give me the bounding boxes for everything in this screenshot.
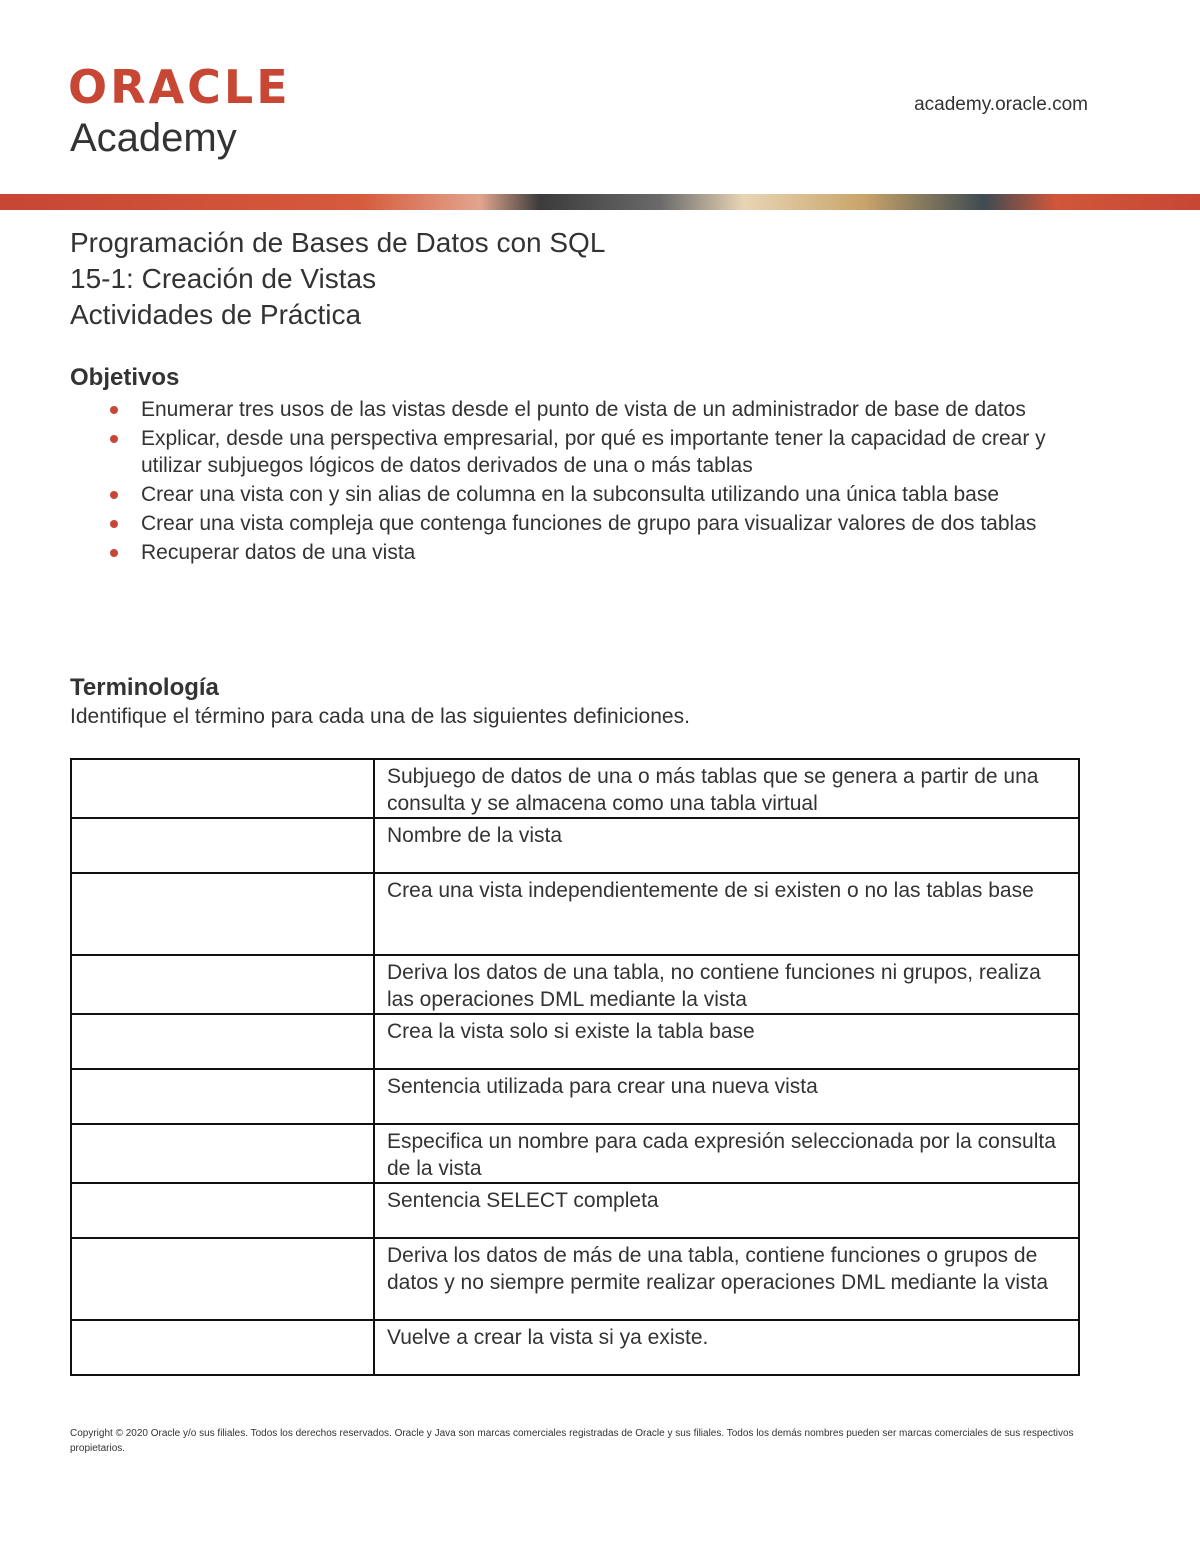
table-row bbox=[71, 1320, 1079, 1375]
definition-cell: Deriva los datos de una tabla, no contiene funciones ni grupos, realiza las operaciones DML mediante la vista bbox=[374, 955, 1079, 1014]
decorative-banner bbox=[0, 194, 1200, 210]
term-cell[interactable] bbox=[71, 1014, 374, 1069]
terminology-heading: Terminología bbox=[70, 674, 219, 701]
term-cell[interactable] bbox=[71, 1069, 374, 1124]
course-title: Programación de Bases de Datos con SQL bbox=[70, 227, 606, 258]
list-item bbox=[0, 539, 1100, 566]
bullet-icon bbox=[110, 549, 118, 557]
definition-cell: Nombre de la vista bbox=[374, 818, 1079, 873]
table-row bbox=[71, 818, 1079, 873]
table-row bbox=[71, 1124, 1079, 1183]
table-row bbox=[71, 1238, 1079, 1320]
definition-cell: Vuelve a crear la vista si ya existe. bbox=[374, 1320, 1079, 1375]
term-cell[interactable] bbox=[71, 1238, 374, 1320]
definition-cell: Crea la vista solo si existe la tabla base bbox=[374, 1014, 1079, 1069]
definition-cell: Crea una vista independientemente de si existen o no las tablas base bbox=[374, 873, 1079, 955]
activity-title: Actividades de Práctica bbox=[70, 299, 362, 330]
bullet-icon bbox=[110, 520, 118, 528]
list-item bbox=[0, 396, 1100, 423]
objectives-list bbox=[0, 396, 1100, 568]
objectives-heading: Objetivos bbox=[70, 364, 180, 391]
objective-text: Recuperar datos de una vista bbox=[141, 541, 416, 564]
objective-text: Crear una vista compleja que contenga funciones de grupo para visualizar valores de dos tablas bbox=[141, 512, 1037, 535]
objective-text: Enumerar tres usos de las vistas desde el punto de vista de un administrador de base de datos bbox=[141, 398, 1026, 421]
table-row bbox=[71, 873, 1079, 955]
list-item bbox=[0, 481, 1100, 508]
term-cell[interactable] bbox=[71, 759, 374, 818]
academy-logo: Academy bbox=[70, 116, 237, 160]
term-cell[interactable] bbox=[71, 1183, 374, 1238]
objective-text: Crear una vista con y sin alias de columna en la subconsulta utilizando una única tabla base bbox=[141, 483, 1000, 506]
definition-cell: Especifica un nombre para cada expresión seleccionada por la consulta de la vista bbox=[374, 1124, 1079, 1183]
definition-cell: Deriva los datos de más de una tabla, contiene funciones o grupos de datos y no siempre permite realizar operaciones DML mediante la vista bbox=[374, 1238, 1079, 1320]
table-row bbox=[71, 1183, 1079, 1238]
table-row bbox=[71, 1069, 1079, 1124]
objective-text: Explicar, desde una perspectiva empresarial, por qué es importante tener la capacidad de crear y utilizar subjuegos lógicos de datos derivados de una o más tablas bbox=[141, 427, 1046, 477]
oracle-logo: ORACLE bbox=[68, 60, 291, 114]
copyright-footer: Copyright © 2020 Oracle y/o sus filiales. Todos los derechos reservados. Oracle y Java son marcas comerciales registradas de Oracle y sus filiales. Todos los demás nombres pueden ser marcas comerciales de sus respectivos propietarios. bbox=[70, 1428, 1074, 1454]
document-titles bbox=[70, 225, 605, 333]
lesson-title: 15-1: Creación de Vistas bbox=[70, 263, 377, 294]
list-item bbox=[0, 425, 1100, 479]
table-row bbox=[71, 759, 1079, 818]
definition-cell: Subjuego de datos de una o más tablas que se genera a partir de una consulta y se almacena como una tabla virtual bbox=[374, 759, 1079, 818]
term-cell[interactable] bbox=[71, 873, 374, 955]
term-cell[interactable] bbox=[71, 1124, 374, 1183]
bullet-icon bbox=[110, 435, 118, 443]
term-cell[interactable] bbox=[71, 1320, 374, 1375]
definition-cell: Sentencia utilizada para crear una nueva vista bbox=[374, 1069, 1079, 1124]
bullet-icon bbox=[110, 491, 118, 499]
table-row bbox=[71, 1014, 1079, 1069]
term-cell[interactable] bbox=[71, 955, 374, 1014]
table-row bbox=[71, 955, 1079, 1014]
term-cell[interactable] bbox=[71, 818, 374, 873]
definition-cell: Sentencia SELECT completa bbox=[374, 1183, 1079, 1238]
site-url: academy.oracle.com bbox=[914, 94, 1088, 115]
terminology-intro: Identifique el término para cada una de las siguientes definiciones. bbox=[70, 705, 690, 728]
bullet-icon bbox=[110, 406, 118, 414]
list-item bbox=[0, 510, 1100, 537]
terminology-table bbox=[70, 758, 1080, 1376]
